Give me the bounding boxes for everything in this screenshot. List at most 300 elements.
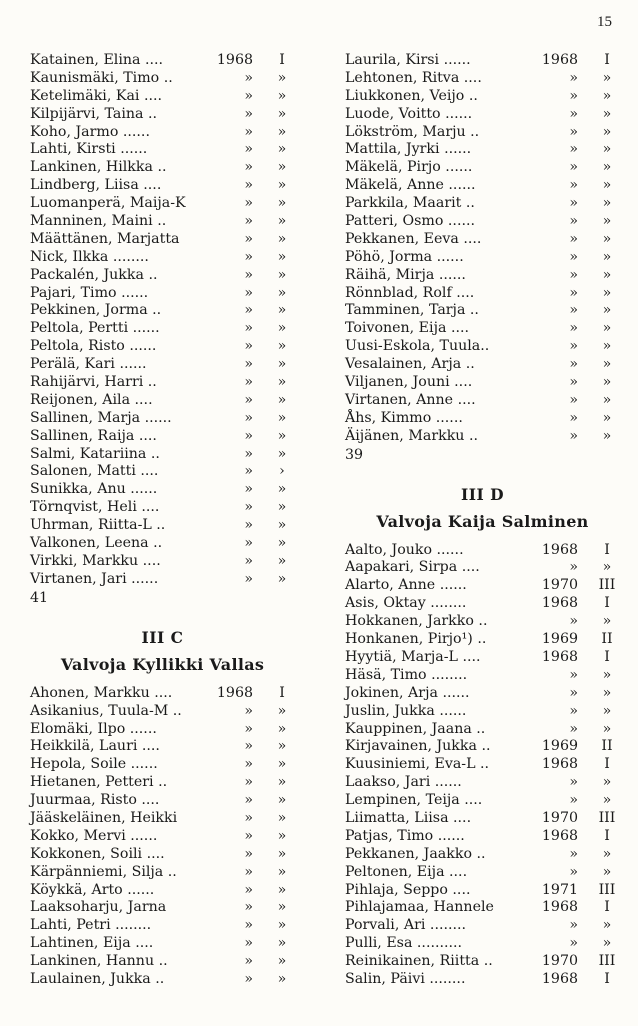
student-row bbox=[345, 899, 620, 917]
student-name: Mäkelä, Pirjo ...... bbox=[345, 159, 473, 176]
birth-year: » bbox=[244, 517, 253, 534]
birth-year: 1969 bbox=[541, 738, 578, 755]
birth-year: » bbox=[569, 792, 578, 809]
left-column bbox=[30, 52, 295, 989]
birth-year: » bbox=[569, 702, 578, 719]
student-name: Kokko, Mervi ...... bbox=[30, 827, 158, 844]
student-row bbox=[345, 213, 620, 231]
student-name: Pulli, Esa .......... bbox=[345, 935, 463, 952]
birth-year: » bbox=[569, 356, 578, 373]
student-row bbox=[30, 410, 295, 428]
grade-level: » bbox=[277, 302, 287, 319]
grade-level: » bbox=[602, 845, 612, 862]
student-name: Kärpänniemi, Silja .. bbox=[30, 863, 177, 880]
grade-level: II bbox=[601, 631, 613, 648]
grade-level: I bbox=[604, 970, 610, 987]
birth-year: » bbox=[244, 409, 253, 426]
grade-level: III bbox=[598, 953, 616, 970]
student-row bbox=[30, 774, 295, 792]
student-name: Laaksoharju, Jarna bbox=[30, 899, 167, 916]
birth-year: 1968 bbox=[541, 756, 578, 773]
birth-year: » bbox=[244, 213, 253, 230]
grade-level: » bbox=[277, 123, 287, 140]
student-name: Lahti, Kirsti ...... bbox=[30, 141, 148, 158]
student-row bbox=[345, 864, 620, 882]
student-row bbox=[345, 159, 620, 177]
student-row bbox=[345, 338, 620, 356]
student-name: Kirjavainen, Jukka .. bbox=[345, 738, 491, 755]
student-name: Packalén, Jukka .. bbox=[30, 266, 158, 283]
grade-level: » bbox=[602, 302, 612, 319]
grade-level: » bbox=[277, 481, 287, 498]
student-name: Asikanius, Tuula-M .. bbox=[30, 702, 182, 719]
student-name: Luode, Voitto ...... bbox=[345, 105, 473, 122]
grade-level: » bbox=[277, 827, 287, 844]
student-name: Pekkanen, Eeva .... bbox=[345, 230, 482, 247]
student-name: Mäkelä, Anne ...... bbox=[345, 177, 476, 194]
student-name: Laulainen, Jukka .. bbox=[30, 970, 165, 987]
birth-year: » bbox=[569, 105, 578, 122]
birth-year: » bbox=[569, 159, 578, 176]
grade-level: » bbox=[602, 792, 612, 809]
class-list-left-bottom bbox=[30, 685, 295, 989]
birth-year: » bbox=[244, 320, 253, 337]
student-row bbox=[30, 846, 295, 864]
student-row bbox=[30, 106, 295, 124]
student-name: Pekkanen, Jaakko .. bbox=[345, 845, 486, 862]
grade-level: » bbox=[277, 535, 287, 552]
student-row bbox=[30, 213, 295, 231]
birth-year: » bbox=[244, 792, 253, 809]
student-name: Häsä, Timo ........ bbox=[345, 666, 468, 683]
birth-year: » bbox=[244, 391, 253, 408]
student-name: Lahti, Petri ........ bbox=[30, 917, 152, 934]
grade-level: › bbox=[279, 463, 285, 480]
student-name: Åhs, Kimmo ...... bbox=[345, 409, 463, 426]
birth-year: » bbox=[569, 720, 578, 737]
student-row bbox=[30, 231, 295, 249]
birth-year: » bbox=[569, 684, 578, 701]
student-row bbox=[30, 685, 295, 703]
student-name: Porvali, Ari ........ bbox=[345, 917, 467, 934]
grade-level: » bbox=[277, 356, 287, 373]
student-name: Sallinen, Raija .... bbox=[30, 427, 157, 444]
birth-year: » bbox=[244, 774, 253, 791]
student-row bbox=[30, 864, 295, 882]
student-name: Kuusiniemi, Eva-L .. bbox=[345, 756, 490, 773]
birth-year: » bbox=[244, 445, 253, 462]
student-name: Hokkanen, Jarkko .. bbox=[345, 613, 488, 630]
grade-level: » bbox=[602, 69, 612, 86]
student-name: Peltola, Risto ...... bbox=[30, 338, 157, 355]
birth-year: » bbox=[569, 559, 578, 576]
student-row bbox=[345, 882, 620, 900]
birth-year: » bbox=[244, 738, 253, 755]
grade-level: » bbox=[277, 374, 287, 391]
student-row bbox=[30, 810, 295, 828]
grade-level: » bbox=[277, 177, 287, 194]
birth-year: » bbox=[569, 248, 578, 265]
birth-year: » bbox=[569, 141, 578, 158]
class-list-right-top bbox=[345, 52, 620, 446]
birth-year: » bbox=[244, 248, 253, 265]
section-heading: III D bbox=[460, 484, 505, 504]
student-row bbox=[30, 571, 295, 589]
student-name: Virkki, Markku .... bbox=[30, 552, 161, 569]
student-row bbox=[30, 70, 295, 88]
grade-level: » bbox=[602, 917, 612, 934]
grade-level: » bbox=[277, 427, 287, 444]
student-name: Jääskeläinen, Heikki bbox=[30, 809, 178, 826]
student-name: Vesalainen, Arja .. bbox=[345, 356, 475, 373]
birth-year: » bbox=[569, 284, 578, 301]
birth-year: » bbox=[244, 863, 253, 880]
student-row bbox=[30, 703, 295, 721]
student-name: Koho, Jarmo ...... bbox=[30, 123, 150, 140]
grade-level: » bbox=[277, 552, 287, 569]
grade-level: » bbox=[277, 517, 287, 534]
student-name: Liimatta, Liisa .... bbox=[345, 809, 472, 826]
student-name: Jokinen, Arja ...... bbox=[345, 684, 470, 701]
student-row bbox=[30, 52, 295, 70]
grade-level: I bbox=[604, 52, 610, 68]
student-name: Mattila, Jyrki ...... bbox=[345, 141, 472, 158]
student-name: Törnqvist, Heli .... bbox=[30, 499, 160, 516]
student-row bbox=[30, 738, 295, 756]
grade-level: » bbox=[277, 248, 287, 265]
grade-level: » bbox=[277, 899, 287, 916]
birth-year: » bbox=[569, 863, 578, 880]
birth-year: 1968 bbox=[541, 52, 578, 68]
student-row bbox=[345, 774, 620, 792]
student-name: Sallinen, Marja ...... bbox=[30, 409, 172, 426]
class-list-left-top bbox=[30, 52, 295, 589]
birth-year: » bbox=[569, 409, 578, 426]
birth-year: » bbox=[244, 756, 253, 773]
class-total: 41 bbox=[30, 589, 49, 606]
student-name: Kauppinen, Jaana .. bbox=[345, 720, 486, 737]
birth-year: » bbox=[244, 845, 253, 862]
grade-level: » bbox=[277, 738, 287, 755]
student-name: Honkanen, Pirjo¹) .. bbox=[345, 631, 487, 648]
student-name: Parkkila, Maarit .. bbox=[345, 195, 475, 212]
grade-level: » bbox=[277, 845, 287, 862]
birth-year: » bbox=[569, 613, 578, 630]
student-row bbox=[345, 356, 620, 374]
student-name: Määttänen, Marjatta bbox=[30, 230, 180, 247]
birth-year: » bbox=[569, 320, 578, 337]
grade-level: » bbox=[602, 195, 612, 212]
student-row bbox=[345, 917, 620, 935]
student-name: Äijänen, Markku .. bbox=[345, 427, 478, 444]
grade-level: » bbox=[277, 881, 287, 898]
student-name: Elomäki, Ilpo ...... bbox=[30, 720, 157, 737]
student-row bbox=[30, 177, 295, 195]
grade-level: » bbox=[277, 338, 287, 355]
grade-level: » bbox=[602, 320, 612, 337]
birth-year: » bbox=[244, 374, 253, 391]
student-row bbox=[345, 953, 620, 971]
grade-level: » bbox=[277, 195, 287, 212]
student-row bbox=[345, 613, 620, 631]
birth-year: 1970 bbox=[541, 953, 578, 970]
grade-level: » bbox=[277, 702, 287, 719]
student-row bbox=[30, 756, 295, 774]
grade-level: » bbox=[602, 248, 612, 265]
grade-level: » bbox=[277, 159, 287, 176]
birth-year: » bbox=[569, 374, 578, 391]
birth-year: » bbox=[569, 427, 578, 444]
grade-level: » bbox=[602, 720, 612, 737]
student-row bbox=[30, 446, 295, 464]
student-name: Kilpijärvi, Taina .. bbox=[30, 105, 157, 122]
student-row bbox=[345, 374, 620, 392]
student-name: Köykkä, Arto ...... bbox=[30, 881, 155, 898]
birth-year: » bbox=[244, 69, 253, 86]
birth-year: » bbox=[244, 105, 253, 122]
birth-year: 1968 bbox=[541, 648, 578, 665]
birth-year: » bbox=[244, 302, 253, 319]
grade-level: I bbox=[279, 52, 285, 68]
student-name: Lökström, Marju .. bbox=[345, 123, 480, 140]
student-row bbox=[30, 792, 295, 810]
grade-level: II bbox=[601, 738, 613, 755]
grade-level: » bbox=[277, 105, 287, 122]
student-name: Nick, Ilkka ........ bbox=[30, 248, 149, 265]
student-name: Aalto, Jouko ...... bbox=[345, 541, 464, 558]
grade-level: » bbox=[277, 917, 287, 934]
student-row bbox=[30, 338, 295, 356]
student-row bbox=[345, 267, 620, 285]
grade-level: » bbox=[602, 266, 612, 283]
grade-level: » bbox=[602, 666, 612, 683]
grade-level: » bbox=[277, 69, 287, 86]
grade-level: » bbox=[602, 230, 612, 247]
class-total: 39 bbox=[345, 446, 364, 463]
birth-year: » bbox=[569, 87, 578, 104]
grade-level: » bbox=[602, 702, 612, 719]
birth-year: » bbox=[244, 970, 253, 987]
student-name: Patjas, Timo ...... bbox=[345, 827, 465, 844]
grade-level: » bbox=[602, 613, 612, 630]
student-row bbox=[345, 320, 620, 338]
birth-year: 1968 bbox=[216, 684, 253, 701]
student-name: Lempinen, Teija .... bbox=[345, 792, 483, 809]
birth-year: » bbox=[244, 535, 253, 552]
grade-level: » bbox=[602, 863, 612, 880]
student-name: Asis, Oktay ........ bbox=[345, 595, 467, 612]
student-name: Tamminen, Tarja .. bbox=[345, 302, 479, 319]
student-row bbox=[345, 428, 620, 446]
grade-level: » bbox=[602, 141, 612, 158]
birth-year: 1971 bbox=[541, 881, 578, 898]
grade-level: » bbox=[602, 409, 612, 426]
grade-level: » bbox=[277, 320, 287, 337]
birth-year: » bbox=[244, 356, 253, 373]
class-list-right-bottom bbox=[345, 542, 620, 989]
student-row bbox=[345, 595, 620, 613]
grade-level: » bbox=[277, 792, 287, 809]
grade-level: » bbox=[277, 953, 287, 970]
grade-level: » bbox=[277, 756, 287, 773]
grade-level: » bbox=[277, 87, 287, 104]
student-row bbox=[345, 667, 620, 685]
student-row bbox=[345, 828, 620, 846]
birth-year: 1968 bbox=[541, 541, 578, 558]
student-name: Räihä, Mirja ...... bbox=[345, 266, 466, 283]
student-row bbox=[345, 542, 620, 560]
student-row bbox=[30, 917, 295, 935]
grade-level: III bbox=[598, 881, 616, 898]
birth-year: 1969 bbox=[541, 631, 578, 648]
student-name: Lahtinen, Eija .... bbox=[30, 935, 154, 952]
student-row bbox=[30, 141, 295, 159]
student-name: Lankinen, Hannu .. bbox=[30, 953, 168, 970]
student-name: Uhrman, Riitta-L .. bbox=[30, 517, 166, 534]
student-name: Alarto, Anne ...... bbox=[345, 577, 467, 594]
student-name: Aapakari, Sirpa .... bbox=[345, 559, 480, 576]
right-column bbox=[345, 52, 620, 989]
grade-level: » bbox=[602, 391, 612, 408]
student-row bbox=[345, 249, 620, 267]
birth-year: » bbox=[569, 69, 578, 86]
student-name: Juurmaa, Risto .... bbox=[30, 792, 160, 809]
student-name: Hyytiä, Marja-L .... bbox=[345, 648, 481, 665]
grade-level: » bbox=[602, 684, 612, 701]
grade-level: » bbox=[602, 123, 612, 140]
student-row bbox=[30, 882, 295, 900]
birth-year: » bbox=[569, 845, 578, 862]
birth-year: » bbox=[244, 809, 253, 826]
birth-year: » bbox=[244, 481, 253, 498]
grade-level: » bbox=[277, 499, 287, 516]
student-row bbox=[345, 971, 620, 989]
birth-year: » bbox=[244, 499, 253, 516]
grade-level: I bbox=[604, 541, 610, 558]
birth-year: 1970 bbox=[541, 577, 578, 594]
birth-year: » bbox=[569, 213, 578, 230]
student-row bbox=[30, 320, 295, 338]
grade-level: » bbox=[602, 159, 612, 176]
student-row bbox=[345, 52, 620, 70]
birth-year: » bbox=[569, 123, 578, 140]
birth-year: » bbox=[569, 302, 578, 319]
grade-level: » bbox=[277, 809, 287, 826]
birth-year: 1968 bbox=[541, 595, 578, 612]
grade-level: » bbox=[277, 391, 287, 408]
student-row bbox=[30, 971, 295, 989]
student-row bbox=[30, 428, 295, 446]
birth-year: 1968 bbox=[541, 970, 578, 987]
student-row bbox=[30, 721, 295, 739]
student-row bbox=[30, 499, 295, 517]
student-name: Laurila, Kirsi ...... bbox=[345, 52, 471, 68]
student-name: Luomanperä, Maija-K bbox=[30, 195, 186, 212]
student-row bbox=[30, 285, 295, 303]
student-row bbox=[30, 935, 295, 953]
birth-year: » bbox=[569, 177, 578, 194]
student-name: Viljanen, Jouni .... bbox=[345, 374, 473, 391]
student-name: Laakso, Jari ...... bbox=[345, 774, 462, 791]
student-name: Pekkinen, Jorma .. bbox=[30, 302, 162, 319]
birth-year: » bbox=[569, 195, 578, 212]
birth-year: » bbox=[244, 159, 253, 176]
student-row bbox=[30, 249, 295, 267]
student-name: Pöhö, Jorma ...... bbox=[345, 248, 464, 265]
student-name: Lehtonen, Ritva .... bbox=[345, 69, 482, 86]
grade-level: » bbox=[277, 266, 287, 283]
student-row bbox=[30, 392, 295, 410]
birth-year: » bbox=[244, 917, 253, 934]
student-name: Pihlaja, Seppo .... bbox=[345, 881, 471, 898]
grade-level: » bbox=[602, 87, 612, 104]
grade-level: » bbox=[602, 213, 612, 230]
birth-year: » bbox=[244, 720, 253, 737]
birth-year: » bbox=[244, 702, 253, 719]
page-number: 15 bbox=[597, 14, 612, 30]
student-row bbox=[345, 721, 620, 739]
student-row bbox=[30, 124, 295, 142]
birth-year: 1968 bbox=[541, 899, 578, 916]
student-row bbox=[30, 899, 295, 917]
student-name: Virtanen, Anne .... bbox=[345, 391, 476, 408]
student-name: Salmi, Katariina .. bbox=[30, 445, 160, 462]
grade-level: I bbox=[604, 899, 610, 916]
student-row bbox=[345, 141, 620, 159]
birth-year: » bbox=[244, 899, 253, 916]
student-row bbox=[345, 577, 620, 595]
birth-year: 1968 bbox=[541, 827, 578, 844]
student-row bbox=[345, 195, 620, 213]
section-heading: III C bbox=[141, 627, 184, 647]
student-name: Peltonen, Eija .... bbox=[345, 863, 468, 880]
birth-year: » bbox=[569, 338, 578, 355]
student-row bbox=[345, 792, 620, 810]
student-row bbox=[345, 70, 620, 88]
birth-year: » bbox=[569, 917, 578, 934]
birth-year: » bbox=[244, 87, 253, 104]
student-name: Peltola, Pertti ...... bbox=[30, 320, 160, 337]
student-row bbox=[345, 756, 620, 774]
student-row bbox=[345, 88, 620, 106]
student-name: Salonen, Matti .... bbox=[30, 463, 159, 480]
grade-level: I bbox=[279, 684, 285, 701]
birth-year: » bbox=[244, 177, 253, 194]
grade-level: » bbox=[277, 230, 287, 247]
birth-year: » bbox=[244, 552, 253, 569]
grade-level: » bbox=[277, 570, 287, 587]
supervisor-line: Valvoja Kaija Salminen bbox=[376, 511, 589, 531]
student-name: Manninen, Maini .. bbox=[30, 213, 167, 230]
student-row bbox=[345, 559, 620, 577]
student-row bbox=[345, 231, 620, 249]
student-row bbox=[345, 935, 620, 953]
student-row bbox=[30, 517, 295, 535]
student-row bbox=[345, 649, 620, 667]
grade-level: » bbox=[277, 970, 287, 987]
grade-level: » bbox=[277, 213, 287, 230]
birth-year: » bbox=[244, 141, 253, 158]
student-name: Lindberg, Liisa .... bbox=[30, 177, 162, 194]
supervisor-line: Valvoja Kyllikki Vallas bbox=[60, 654, 265, 674]
student-row bbox=[345, 285, 620, 303]
grade-level: » bbox=[277, 284, 287, 301]
student-row bbox=[345, 302, 620, 320]
grade-level: III bbox=[598, 809, 616, 826]
student-name: Sunikka, Anu ...... bbox=[30, 481, 158, 498]
student-row bbox=[30, 88, 295, 106]
student-row bbox=[30, 463, 295, 481]
